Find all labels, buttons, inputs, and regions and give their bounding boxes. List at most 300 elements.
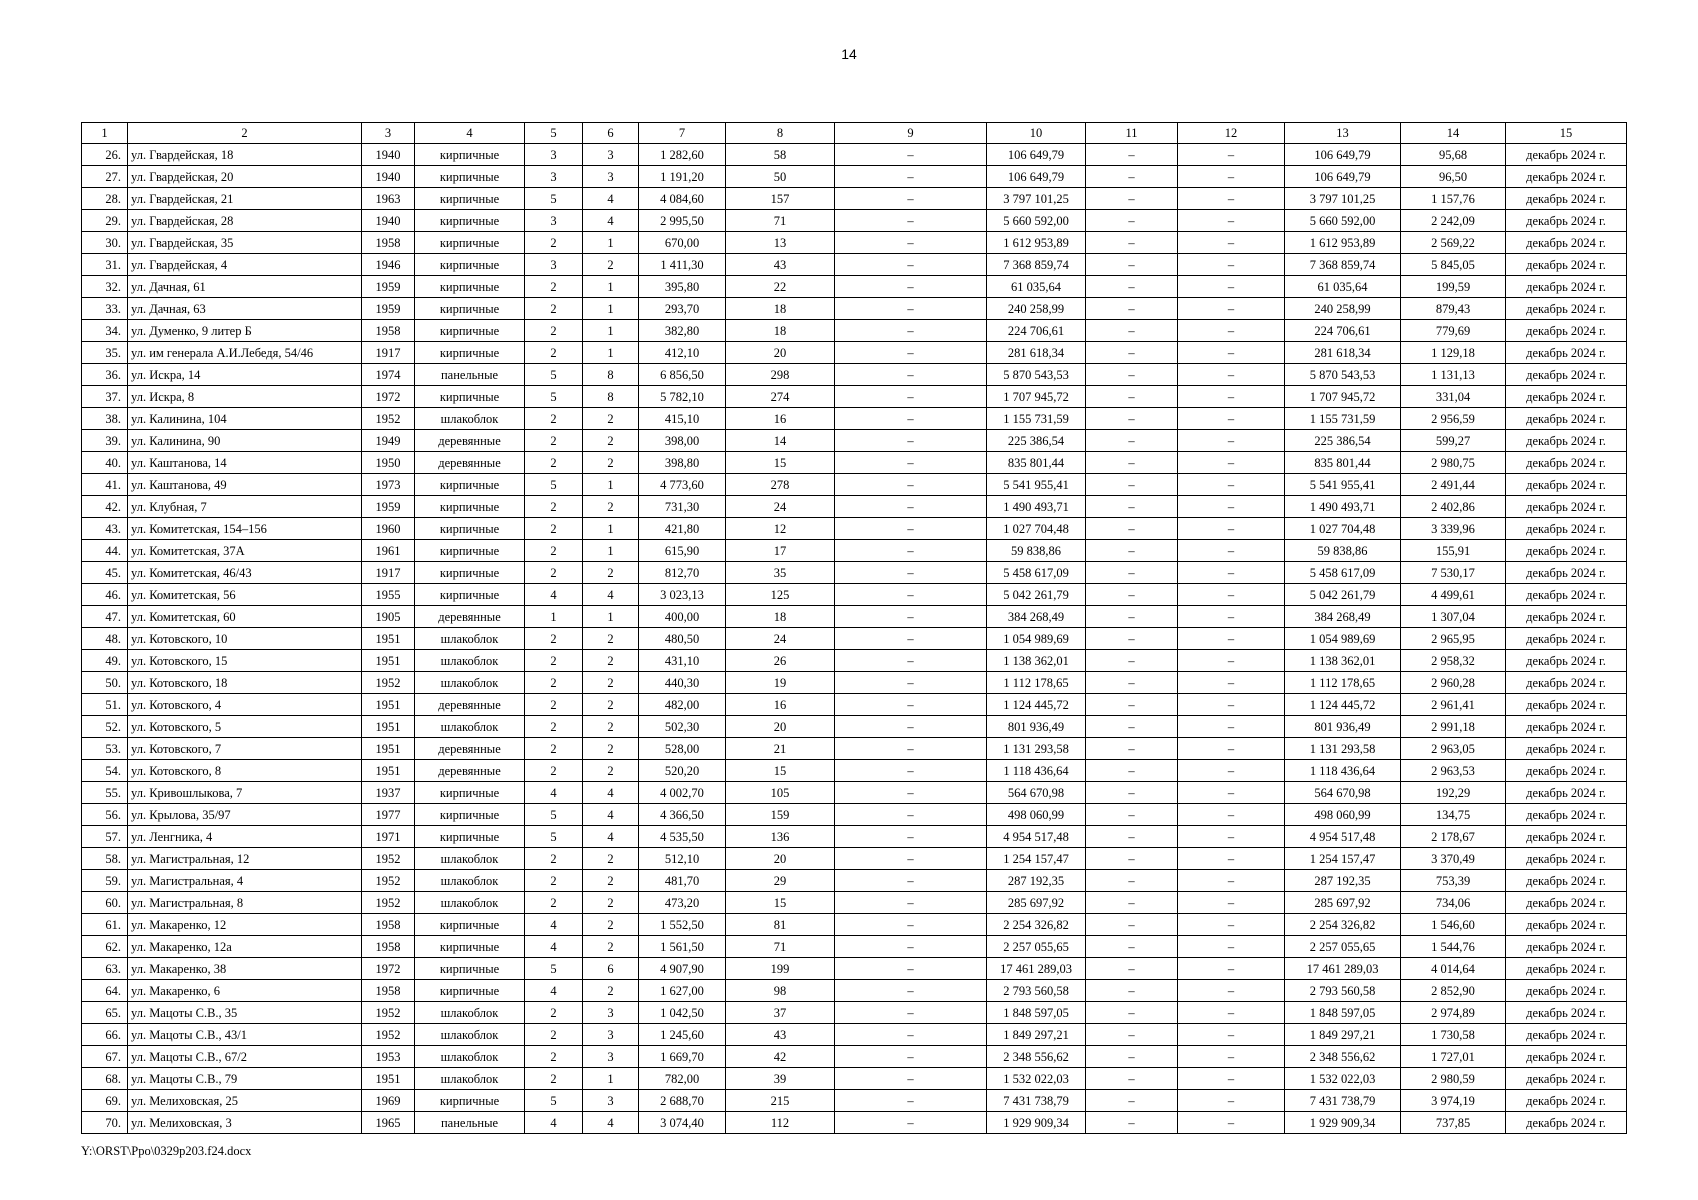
cell-col-12: – [1178, 430, 1285, 452]
cell-row-number: 67. [82, 1046, 128, 1068]
cell-col-13: 1 118 436,64 [1285, 760, 1401, 782]
cell-residents: 71 [726, 936, 835, 958]
cell-row-number: 70. [82, 1112, 128, 1134]
cell-col-9: – [835, 408, 987, 430]
table-row [82, 1046, 1627, 1068]
cell-entrances: 2 [583, 562, 639, 584]
column-header: 8 [726, 123, 835, 144]
cell-col-12: – [1178, 1002, 1285, 1024]
table-row [82, 804, 1627, 826]
cell-col-11: – [1086, 914, 1178, 936]
cell-wall-material: кирпичные [415, 254, 525, 276]
cell-address: ул. Искра, 14 [128, 364, 362, 386]
cell-col-14: 737,85 [1401, 1112, 1506, 1134]
cell-deadline: декабрь 2024 г. [1506, 562, 1627, 584]
cell-row-number: 68. [82, 1068, 128, 1090]
cell-col-11: – [1086, 320, 1178, 342]
cell-col-14: 2 980,75 [1401, 452, 1506, 474]
cell-wall-material: кирпичные [415, 474, 525, 496]
cell-floors: 5 [525, 474, 583, 496]
cell-col-9: – [835, 650, 987, 672]
cell-wall-material: кирпичные [415, 782, 525, 804]
cell-col-11: – [1086, 408, 1178, 430]
cell-col-9: – [835, 914, 987, 936]
cell-col-9: – [835, 980, 987, 1002]
cell-residents: 18 [726, 320, 835, 342]
cell-col-12: – [1178, 254, 1285, 276]
cell-col-10: 5 541 955,41 [987, 474, 1086, 496]
cell-row-number: 29. [82, 210, 128, 232]
page-number: 14 [841, 46, 857, 62]
cell-col-9: – [835, 166, 987, 188]
cell-floors: 2 [525, 276, 583, 298]
cell-area: 1 561,50 [639, 936, 726, 958]
cell-col-9: – [835, 320, 987, 342]
cell-area: 782,00 [639, 1068, 726, 1090]
cell-col-12: – [1178, 474, 1285, 496]
cell-year-built: 1949 [362, 430, 415, 452]
cell-wall-material: шлакоблок [415, 716, 525, 738]
cell-col-10: 1 138 362,01 [987, 650, 1086, 672]
cell-col-12: – [1178, 914, 1285, 936]
cell-address: ул. Гвардейская, 35 [128, 232, 362, 254]
cell-col-13: 4 954 517,48 [1285, 826, 1401, 848]
cell-entrances: 2 [583, 892, 639, 914]
cell-floors: 2 [525, 1024, 583, 1046]
cell-year-built: 1937 [362, 782, 415, 804]
cell-year-built: 1955 [362, 584, 415, 606]
table-row [82, 628, 1627, 650]
cell-deadline: декабрь 2024 г. [1506, 958, 1627, 980]
cell-year-built: 1952 [362, 408, 415, 430]
cell-col-13: 5 042 261,79 [1285, 584, 1401, 606]
cell-row-number: 65. [82, 1002, 128, 1024]
cell-col-12: – [1178, 1046, 1285, 1068]
cell-col-14: 2 980,59 [1401, 1068, 1506, 1090]
cell-deadline: декабрь 2024 г. [1506, 1090, 1627, 1112]
cell-col-11: – [1086, 276, 1178, 298]
cell-area: 1 282,60 [639, 144, 726, 166]
cell-entrances: 2 [583, 914, 639, 936]
table-row [82, 1090, 1627, 1112]
cell-wall-material: панельные [415, 364, 525, 386]
cell-col-14: 3 974,19 [1401, 1090, 1506, 1112]
cell-area: 1 245,60 [639, 1024, 726, 1046]
cell-col-12: – [1178, 848, 1285, 870]
cell-deadline: декабрь 2024 г. [1506, 914, 1627, 936]
cell-entrances: 2 [583, 936, 639, 958]
cell-row-number: 30. [82, 232, 128, 254]
cell-col-9: – [835, 386, 987, 408]
cell-col-13: 835 801,44 [1285, 452, 1401, 474]
cell-row-number: 60. [82, 892, 128, 914]
cell-address: ул. Комитетская, 37А [128, 540, 362, 562]
cell-col-13: 2 793 560,58 [1285, 980, 1401, 1002]
cell-area: 481,70 [639, 870, 726, 892]
cell-col-13: 225 386,54 [1285, 430, 1401, 452]
cell-wall-material: кирпичные [415, 210, 525, 232]
cell-row-number: 27. [82, 166, 128, 188]
cell-col-11: – [1086, 650, 1178, 672]
cell-year-built: 1951 [362, 694, 415, 716]
cell-col-9: – [835, 738, 987, 760]
cell-year-built: 1972 [362, 958, 415, 980]
cell-wall-material: кирпичные [415, 826, 525, 848]
cell-floors: 2 [525, 540, 583, 562]
column-header: 15 [1506, 123, 1627, 144]
cell-year-built: 1952 [362, 1024, 415, 1046]
cell-col-13: 2 348 556,62 [1285, 1046, 1401, 1068]
cell-floors: 2 [525, 320, 583, 342]
cell-col-14: 199,59 [1401, 276, 1506, 298]
table-row [82, 606, 1627, 628]
cell-col-11: – [1086, 254, 1178, 276]
table-row [82, 342, 1627, 364]
cell-col-10: 498 060,99 [987, 804, 1086, 826]
cell-col-11: – [1086, 562, 1178, 584]
cell-entrances: 1 [583, 518, 639, 540]
cell-year-built: 1952 [362, 848, 415, 870]
cell-row-number: 32. [82, 276, 128, 298]
cell-residents: 15 [726, 892, 835, 914]
cell-residents: 24 [726, 496, 835, 518]
cell-entrances: 3 [583, 1024, 639, 1046]
cell-col-12: – [1178, 298, 1285, 320]
cell-floors: 4 [525, 1112, 583, 1134]
cell-year-built: 1917 [362, 562, 415, 584]
cell-row-number: 63. [82, 958, 128, 980]
cell-col-13: 281 618,34 [1285, 342, 1401, 364]
cell-row-number: 50. [82, 672, 128, 694]
cell-col-11: – [1086, 870, 1178, 892]
cell-col-10: 1 118 436,64 [987, 760, 1086, 782]
cell-deadline: декабрь 2024 г. [1506, 540, 1627, 562]
cell-address: ул. Клубная, 7 [128, 496, 362, 518]
cell-residents: 12 [726, 518, 835, 540]
cell-deadline: декабрь 2024 г. [1506, 430, 1627, 452]
cell-address: ул. Комитетская, 154–156 [128, 518, 362, 540]
table-row [82, 188, 1627, 210]
cell-col-14: 3 339,96 [1401, 518, 1506, 540]
table-row [82, 276, 1627, 298]
cell-year-built: 1974 [362, 364, 415, 386]
cell-entrances: 2 [583, 870, 639, 892]
cell-col-13: 1 849 297,21 [1285, 1024, 1401, 1046]
cell-address: ул. Гвардейская, 20 [128, 166, 362, 188]
cell-address: ул. Макаренко, 38 [128, 958, 362, 980]
table-row [82, 496, 1627, 518]
cell-year-built: 1951 [362, 650, 415, 672]
cell-col-14: 2 569,22 [1401, 232, 1506, 254]
cell-col-13: 1 532 022,03 [1285, 1068, 1401, 1090]
cell-floors: 2 [525, 738, 583, 760]
cell-year-built: 1940 [362, 210, 415, 232]
cell-col-12: – [1178, 518, 1285, 540]
cell-row-number: 33. [82, 298, 128, 320]
cell-col-10: 1 054 989,69 [987, 628, 1086, 650]
cell-residents: 50 [726, 166, 835, 188]
cell-residents: 39 [726, 1068, 835, 1090]
cell-col-13: 7 368 859,74 [1285, 254, 1401, 276]
cell-col-9: – [835, 958, 987, 980]
cell-col-11: – [1086, 144, 1178, 166]
cell-residents: 112 [726, 1112, 835, 1134]
cell-col-12: – [1178, 980, 1285, 1002]
cell-deadline: декабрь 2024 г. [1506, 716, 1627, 738]
cell-row-number: 44. [82, 540, 128, 562]
cell-col-9: – [835, 452, 987, 474]
cell-wall-material: кирпичные [415, 1090, 525, 1112]
cell-area: 398,00 [639, 430, 726, 452]
cell-col-14: 2 958,32 [1401, 650, 1506, 672]
cell-col-14: 95,68 [1401, 144, 1506, 166]
cell-col-11: – [1086, 1002, 1178, 1024]
cell-col-10: 1 027 704,48 [987, 518, 1086, 540]
table-row [82, 408, 1627, 430]
cell-row-number: 39. [82, 430, 128, 452]
cell-residents: 24 [726, 628, 835, 650]
cell-deadline: декабрь 2024 г. [1506, 144, 1627, 166]
cell-deadline: декабрь 2024 г. [1506, 496, 1627, 518]
cell-col-10: 801 936,49 [987, 716, 1086, 738]
cell-col-9: – [835, 342, 987, 364]
cell-deadline: декабрь 2024 г. [1506, 650, 1627, 672]
cell-col-10: 224 706,61 [987, 320, 1086, 342]
cell-col-10: 106 649,79 [987, 144, 1086, 166]
table-row [82, 848, 1627, 870]
cell-col-14: 2 402,86 [1401, 496, 1506, 518]
cell-col-13: 1 027 704,48 [1285, 518, 1401, 540]
cell-entrances: 4 [583, 782, 639, 804]
cell-deadline: декабрь 2024 г. [1506, 276, 1627, 298]
cell-year-built: 1953 [362, 1046, 415, 1068]
cell-col-12: – [1178, 386, 1285, 408]
cell-col-13: 1 254 157,47 [1285, 848, 1401, 870]
cell-entrances: 4 [583, 188, 639, 210]
cell-col-14: 7 530,17 [1401, 562, 1506, 584]
cell-col-9: – [835, 694, 987, 716]
housing-register-table [81, 122, 1627, 1134]
cell-col-11: – [1086, 694, 1178, 716]
cell-col-12: – [1178, 628, 1285, 650]
cell-entrances: 2 [583, 980, 639, 1002]
cell-deadline: декабрь 2024 г. [1506, 1112, 1627, 1134]
cell-residents: 35 [726, 562, 835, 584]
cell-deadline: декабрь 2024 г. [1506, 1068, 1627, 1090]
cell-col-11: – [1086, 958, 1178, 980]
cell-entrances: 3 [583, 1090, 639, 1112]
cell-col-14: 1 157,76 [1401, 188, 1506, 210]
cell-address: ул. Котовского, 8 [128, 760, 362, 782]
cell-year-built: 1940 [362, 166, 415, 188]
cell-deadline: декабрь 2024 г. [1506, 1046, 1627, 1068]
cell-col-12: – [1178, 1068, 1285, 1090]
cell-year-built: 1961 [362, 540, 415, 562]
cell-deadline: декабрь 2024 г. [1506, 848, 1627, 870]
cell-year-built: 1940 [362, 144, 415, 166]
cell-row-number: 34. [82, 320, 128, 342]
cell-wall-material: деревянные [415, 738, 525, 760]
cell-residents: 20 [726, 342, 835, 364]
cell-col-14: 2 960,28 [1401, 672, 1506, 694]
table-row [82, 936, 1627, 958]
cell-wall-material: кирпичные [415, 540, 525, 562]
cell-address: ул. Крылова, 35/97 [128, 804, 362, 826]
cell-col-13: 2 257 055,65 [1285, 936, 1401, 958]
cell-col-10: 1 131 293,58 [987, 738, 1086, 760]
cell-address: ул. Гвардейская, 4 [128, 254, 362, 276]
cell-col-13: 1 612 953,89 [1285, 232, 1401, 254]
cell-deadline: декабрь 2024 г. [1506, 584, 1627, 606]
cell-entrances: 2 [583, 496, 639, 518]
cell-col-10: 7 368 859,74 [987, 254, 1086, 276]
cell-deadline: декабрь 2024 г. [1506, 606, 1627, 628]
cell-year-built: 1958 [362, 914, 415, 936]
cell-col-10: 240 258,99 [987, 298, 1086, 320]
cell-col-11: – [1086, 760, 1178, 782]
table-row [82, 562, 1627, 584]
table-row [82, 716, 1627, 738]
cell-wall-material: деревянные [415, 760, 525, 782]
cell-col-14: 1 307,04 [1401, 606, 1506, 628]
cell-area: 473,20 [639, 892, 726, 914]
cell-address: ул. Магистральная, 12 [128, 848, 362, 870]
cell-area: 415,10 [639, 408, 726, 430]
cell-col-13: 801 936,49 [1285, 716, 1401, 738]
cell-wall-material: кирпичные [415, 276, 525, 298]
cell-year-built: 1959 [362, 298, 415, 320]
cell-col-11: – [1086, 628, 1178, 650]
cell-wall-material: шлакоблок [415, 870, 525, 892]
cell-col-9: – [835, 870, 987, 892]
cell-col-14: 2 491,44 [1401, 474, 1506, 496]
cell-area: 1 411,30 [639, 254, 726, 276]
cell-col-10: 564 670,98 [987, 782, 1086, 804]
cell-residents: 278 [726, 474, 835, 496]
cell-col-9: – [835, 848, 987, 870]
cell-year-built: 1951 [362, 716, 415, 738]
cell-residents: 199 [726, 958, 835, 980]
column-header: 3 [362, 123, 415, 144]
cell-col-14: 134,75 [1401, 804, 1506, 826]
cell-col-13: 1 490 493,71 [1285, 496, 1401, 518]
cell-area: 5 782,10 [639, 386, 726, 408]
cell-residents: 215 [726, 1090, 835, 1112]
cell-col-10: 1 532 022,03 [987, 1068, 1086, 1090]
cell-residents: 16 [726, 694, 835, 716]
cell-deadline: декабрь 2024 г. [1506, 870, 1627, 892]
cell-floors: 2 [525, 760, 583, 782]
cell-col-14: 1 544,76 [1401, 936, 1506, 958]
column-header: 12 [1178, 123, 1285, 144]
cell-floors: 1 [525, 606, 583, 628]
cell-year-built: 1951 [362, 628, 415, 650]
cell-row-number: 47. [82, 606, 128, 628]
cell-col-10: 5 660 592,00 [987, 210, 1086, 232]
cell-col-11: – [1086, 1024, 1178, 1046]
cell-entrances: 4 [583, 210, 639, 232]
cell-col-10: 5 870 543,53 [987, 364, 1086, 386]
cell-col-12: – [1178, 672, 1285, 694]
cell-residents: 15 [726, 760, 835, 782]
cell-row-number: 42. [82, 496, 128, 518]
cell-col-13: 5 660 592,00 [1285, 210, 1401, 232]
cell-col-10: 106 649,79 [987, 166, 1086, 188]
cell-col-10: 5 042 261,79 [987, 584, 1086, 606]
cell-col-13: 106 649,79 [1285, 166, 1401, 188]
cell-entrances: 3 [583, 144, 639, 166]
cell-address: ул. Гвардейская, 28 [128, 210, 362, 232]
table-row [82, 540, 1627, 562]
cell-area: 4 535,50 [639, 826, 726, 848]
cell-deadline: декабрь 2024 г. [1506, 188, 1627, 210]
cell-col-9: – [835, 276, 987, 298]
cell-floors: 4 [525, 980, 583, 1002]
cell-year-built: 1946 [362, 254, 415, 276]
column-header: 6 [583, 123, 639, 144]
cell-floors: 2 [525, 892, 583, 914]
cell-col-14: 753,39 [1401, 870, 1506, 892]
cell-area: 398,80 [639, 452, 726, 474]
cell-col-12: – [1178, 1090, 1285, 1112]
cell-floors: 3 [525, 254, 583, 276]
cell-wall-material: кирпичные [415, 232, 525, 254]
table-row [82, 584, 1627, 606]
column-header: 1 [82, 123, 128, 144]
table-row [82, 518, 1627, 540]
cell-col-12: – [1178, 738, 1285, 760]
cell-address: ул. Мацоты С.В., 43/1 [128, 1024, 362, 1046]
column-header: 14 [1401, 123, 1506, 144]
cell-area: 482,00 [639, 694, 726, 716]
cell-col-11: – [1086, 826, 1178, 848]
cell-col-12: – [1178, 210, 1285, 232]
cell-deadline: декабрь 2024 г. [1506, 320, 1627, 342]
cell-area: 4 907,90 [639, 958, 726, 980]
cell-year-built: 1952 [362, 1002, 415, 1024]
cell-col-12: – [1178, 782, 1285, 804]
cell-wall-material: деревянные [415, 694, 525, 716]
cell-col-9: – [835, 606, 987, 628]
cell-col-13: 3 797 101,25 [1285, 188, 1401, 210]
cell-year-built: 1952 [362, 892, 415, 914]
cell-area: 395,80 [639, 276, 726, 298]
cell-row-number: 51. [82, 694, 128, 716]
cell-floors: 2 [525, 452, 583, 474]
cell-col-10: 225 386,54 [987, 430, 1086, 452]
cell-row-number: 28. [82, 188, 128, 210]
cell-col-10: 384 268,49 [987, 606, 1086, 628]
cell-area: 1 042,50 [639, 1002, 726, 1024]
table-row [82, 232, 1627, 254]
cell-floors: 2 [525, 848, 583, 870]
table-row [82, 364, 1627, 386]
cell-entrances: 4 [583, 584, 639, 606]
cell-col-14: 96,50 [1401, 166, 1506, 188]
cell-residents: 18 [726, 606, 835, 628]
cell-residents: 298 [726, 364, 835, 386]
cell-col-9: – [835, 364, 987, 386]
cell-address: ул. Каштанова, 49 [128, 474, 362, 496]
cell-address: ул. Калинина, 104 [128, 408, 362, 430]
cell-address: ул. Каштанова, 14 [128, 452, 362, 474]
cell-residents: 37 [726, 1002, 835, 1024]
cell-col-10: 2 257 055,65 [987, 936, 1086, 958]
cell-col-13: 61 035,64 [1285, 276, 1401, 298]
cell-year-built: 1952 [362, 870, 415, 892]
cell-residents: 43 [726, 1024, 835, 1046]
cell-entrances: 2 [583, 408, 639, 430]
